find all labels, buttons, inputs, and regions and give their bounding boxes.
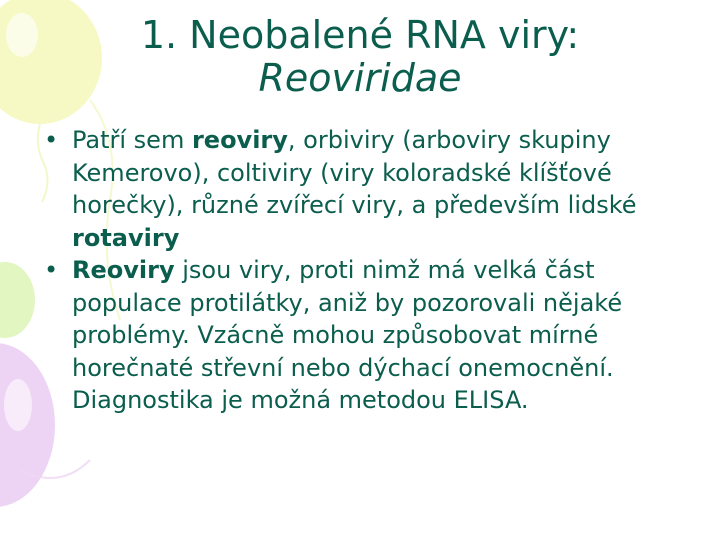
- bullet-icon: •: [44, 126, 59, 154]
- bullet-1-text-a: Patří sem: [72, 126, 192, 154]
- bullet-icon: •: [44, 256, 59, 284]
- bullet-1-text-b: , orbiviry (arboviry skupiny Kemerovo), coltiviry (viry koloradské klíšťové horečky), různé zvířecí viry, a především lidské: [72, 126, 637, 219]
- balloon-green: [0, 262, 35, 338]
- bullet-2-bold-reoviry: Reoviry: [72, 256, 175, 284]
- bullet-item-2: [44, 254, 694, 417]
- bullet-item-1: [44, 124, 694, 254]
- bullet-1-bold-reoviry: reoviry: [191, 126, 288, 154]
- bullet-2-text: jsou viry, proti nimž má velká část populace protilátky, aniž by pozorovali nějaké problémy. Vzácně mohou způsobovat mírné horečnaté střevní nebo dýchací onemocnění. Diagnostika je možná metodou ELISA.: [72, 256, 623, 414]
- bullet-1-bold-rotaviry: rotaviry: [72, 223, 180, 252]
- bullet-list: [44, 124, 694, 417]
- title-line-2: Reoviridae: [258, 55, 462, 100]
- title-line-1: 1. Neobalené RNA viry:: [140, 13, 580, 57]
- slide-title: [0, 14, 720, 99]
